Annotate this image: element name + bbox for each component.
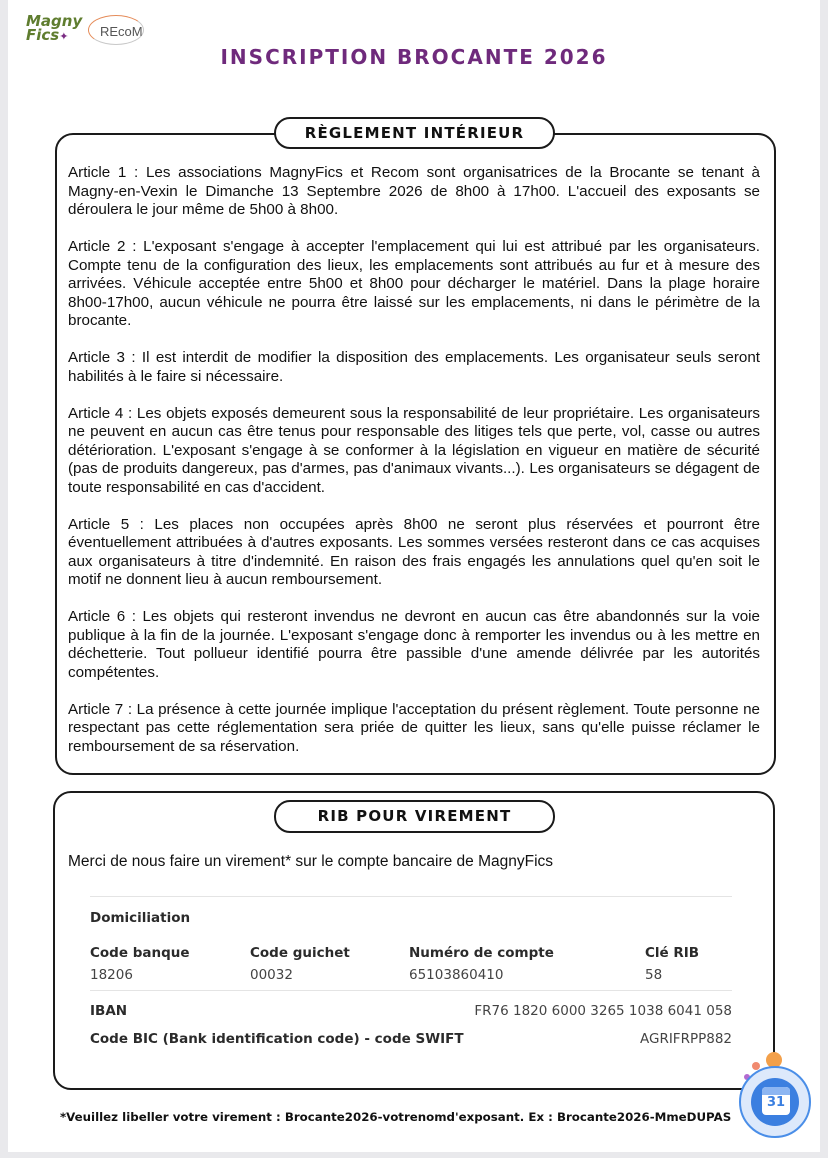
- bic-label: Code BIC (Bank identification code) - code SWIFT: [90, 1031, 464, 1047]
- iban-label: IBAN: [90, 1003, 128, 1019]
- payment-footnote: *Veuillez libeller votre virement : Brocante2026-votrenomd'exposant. Ex : Brocante2026-MmeDUPAS: [60, 1110, 732, 1124]
- iban-value: FR76 1820 6000 3265 1038 6041 058: [474, 1003, 732, 1019]
- article-1: Article 1 : Les associations MagnyFics et Recom sont organisatrices de la Brocante se tenant à Magny-en-Vexin le Dimanche 13 Septembre 2026 de 8h00 à 17h00. L'accueil des exposants se déroulera le jour même de 5h00 à 8h00.: [68, 164, 760, 218]
- article-4: Article 4 : Les objets exposés demeurent sous la responsabilité de leur propriétaire. Les organisateurs ne peuvent en aucun cas être tenus pour responsable des litiges tels que perte, vol, casse ou autres détérioration. L'exposant s'engage à se conformer à la législation en vigueur en matière de sécurité (pas de produits dangereux, pas d'armes, pas d'animaux vivants...). Les organisateurs se dégagent de toute responsabilité en cas d'accident.: [68, 404, 760, 496]
- rib-heading: RIB POUR VIREMENT: [274, 800, 555, 833]
- code-guichet-value: 00032: [250, 967, 293, 983]
- rib-card: [90, 896, 732, 1058]
- code-guichet-label: Code guichet: [250, 945, 350, 961]
- rib-intro-text: Merci de nous faire un virement* sur le compte bancaire de MagnyFics: [68, 853, 554, 870]
- divider: [90, 896, 732, 897]
- domiciliation-label: Domiciliation: [90, 910, 191, 926]
- article-6: Article 6 : Les objets qui resteront invendus ne devront en aucun cas être abandonnés sur la voie publique à la fin de la journée. L'exposant s'engage donc à remporter les invendus ou à les mettre en déchetterie. Tout pollueur identifié pourra être passible d'une amende délivrée par les autorités compétentes.: [68, 608, 760, 681]
- article-3: Article 3 : Il est interdit de modifier la disposition des emplacements. Les organisateur seuls seront habilités à le faire si nécessaire.: [68, 349, 760, 385]
- calendar-day: 31: [766, 1095, 786, 1110]
- rules-heading: RÈGLEMENT INTÉRIEUR: [274, 117, 555, 149]
- code-banque-label: Code banque: [90, 945, 190, 961]
- bic-value: AGRIFRPP882: [639, 1031, 732, 1047]
- page-title: INSCRIPTION BROCANTE 2026: [220, 45, 608, 69]
- article-7: Article 7 : La présence à cette journée implique l'acceptation du présent règlement. Toute personne ne respectant pas cette réglementation sera priée de quitter les lieux, sans qu'elle puisse réclamer le remboursement de sa réservation.: [68, 700, 760, 755]
- document-page: [8, 0, 820, 1152]
- recom-logo-text: REcoM: [100, 24, 143, 39]
- recom-logo: [88, 15, 144, 45]
- rules-articles: [68, 164, 760, 775]
- code-banque-value: 18206: [90, 967, 133, 983]
- numero-compte-value: 65103860410: [409, 967, 504, 983]
- article-5: Article 5 : Les places non occupées après 8h00 ne seront plus réservées et pourront être éventuellement attribuées à d'autres exposants. Les sommes versées resteront dans ce cas acquises aux organisateurs à titre d'indemnité. En raison des frais engagés les annulations quel qu'en soit le motif ne donnent lieu à aucun remboursement.: [68, 515, 760, 588]
- numero-compte-label: Numéro de compte: [409, 945, 554, 961]
- article-2: Article 2 : L'exposant s'engage à accepter l'emplacement qui lui est attribué par les organisateurs. Compte tenu de la configuration des lieux, les emplacements sont attribués au fur et à mesure des arrivées. Véhicule acceptée entre 5h00 et 8h00 pour décharger le matériel. Dans la plage horaire 8h00-17h00, aucun véhicule ne pourra être laissé sur les emplacements, ni dans le périmètre de la brocante.: [68, 238, 760, 329]
- calendar-icon: [762, 1087, 790, 1115]
- cle-rib-value: 58: [645, 967, 663, 983]
- calendar-badge[interactable]: [739, 1066, 811, 1138]
- divider: [90, 990, 732, 991]
- cle-rib-label: Clé RIB: [645, 945, 700, 961]
- magnyfics-logo: Magny Fics✦: [26, 12, 83, 44]
